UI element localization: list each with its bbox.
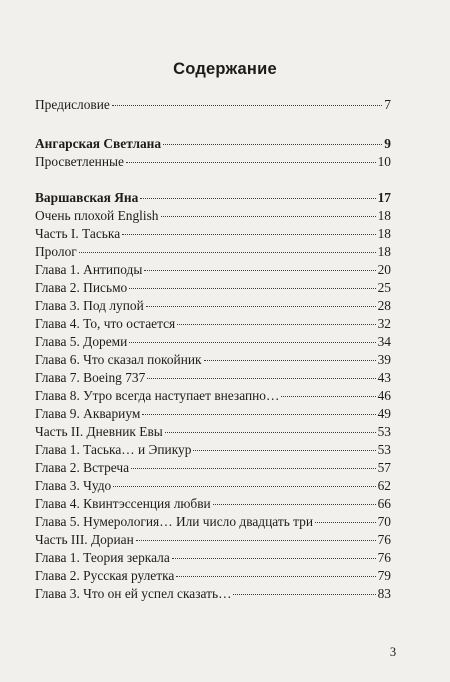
dot-leader: [112, 104, 382, 106]
toc-entry-page: 28: [377, 298, 391, 313]
dot-leader: [140, 197, 375, 199]
toc-entry-page: 18: [377, 244, 391, 259]
toc-entry: [35, 351, 391, 369]
toc-entry-page: 34: [377, 334, 391, 349]
dot-leader: [136, 539, 376, 541]
toc-entry-label: Глава 3. Чудо: [35, 478, 112, 493]
toc-entry-label: Часть I. Таська: [35, 226, 121, 241]
toc-entry: [35, 531, 391, 549]
toc-entry-page: 62: [377, 478, 391, 493]
page-number: 3: [389, 645, 397, 659]
dot-leader: [144, 269, 375, 271]
toc-entry: [35, 261, 391, 279]
toc-entry-label: Ангарская Светлана: [35, 136, 162, 151]
toc-entry-page: 25: [377, 280, 391, 295]
toc-entry: [35, 423, 391, 441]
toc-entry: [35, 333, 391, 351]
toc-entry-label: Глава 7. Boeing 737: [35, 370, 146, 385]
dot-leader: [79, 251, 376, 253]
toc-entry: [35, 189, 391, 207]
toc-entry-label: Глава 2. Встреча: [35, 460, 130, 475]
toc-entry-page: 43: [377, 370, 391, 385]
toc-entry: [35, 135, 391, 153]
dot-leader: [131, 467, 376, 469]
toc-entry: [35, 315, 391, 333]
toc-entry-page: 76: [377, 550, 391, 565]
dot-leader: [113, 485, 375, 487]
toc-entry-label: Глава 2. Письмо: [35, 280, 128, 295]
toc-entry-page: 17: [377, 190, 391, 205]
dot-leader: [126, 161, 376, 163]
toc-entry: [35, 567, 391, 585]
toc-entry-label: Глава 3. Что он ей успел сказать…: [35, 586, 232, 601]
toc-entry-page: 53: [377, 424, 391, 439]
toc-entry-page: 20: [377, 262, 391, 277]
dot-leader: [161, 215, 376, 217]
toc-entry: [35, 207, 391, 225]
dot-leader: [315, 521, 376, 523]
dot-leader: [176, 575, 375, 577]
dot-leader: [146, 305, 376, 307]
toc-entry-label: Глава 5. Нумерология… Или число двадцать три: [35, 514, 314, 529]
toc-entry-label: Глава 1. Теория зеркала: [35, 550, 170, 565]
toc-entry: [35, 585, 391, 603]
toc-entry-page: 18: [377, 208, 391, 223]
toc-entry: [35, 441, 391, 459]
toc-entry-label: Глава 2. Русская рулетка: [35, 568, 175, 583]
toc-entry: [35, 153, 391, 171]
dot-leader: [129, 341, 375, 343]
toc-entry-label: Очень плохой English: [35, 208, 159, 223]
dot-leader: [281, 395, 375, 397]
toc-entry-label: Глава 5. Дореми: [35, 334, 128, 349]
toc-entry-page: 76: [377, 532, 391, 547]
dot-leader: [163, 143, 382, 145]
toc-entry: [35, 297, 391, 315]
toc-title: Содержание: [173, 60, 277, 78]
toc-entry-label: Варшавская Яна: [35, 190, 139, 205]
toc-entry-page: 7: [384, 97, 391, 112]
dot-leader: [233, 593, 375, 595]
toc-entry: [35, 549, 391, 567]
toc-entry-page: 57: [377, 460, 391, 475]
dot-leader: [122, 233, 375, 235]
toc-entry: [35, 225, 391, 243]
toc-entry: [35, 495, 391, 513]
toc-entry-label: Пролог: [35, 244, 77, 259]
toc-entry-label: Глава 6. Что сказал покойник: [35, 352, 202, 367]
toc-entry: [35, 387, 391, 405]
toc-entry-page: 32: [377, 316, 391, 331]
toc-entry-page: 10: [377, 154, 391, 169]
dot-leader: [147, 377, 375, 379]
toc-entry-label: Часть III. Дориан: [35, 532, 134, 547]
dot-leader: [193, 449, 375, 451]
dot-leader: [165, 431, 376, 433]
toc-entry: [35, 243, 391, 261]
toc-entry-label: Глава 3. Под лупой: [35, 298, 144, 313]
toc-entry-label: Глава 8. Утро всегда наступает внезапно…: [35, 388, 280, 403]
dot-leader: [177, 323, 375, 325]
toc-entry-page: 53: [377, 442, 391, 457]
toc-entry-label: Глава 4. То, что остается: [35, 316, 176, 331]
toc-entry-label: Глава 1. Антиподы: [35, 262, 143, 277]
toc-entry-page: 46: [377, 388, 391, 403]
toc-entry-label: Просветленные: [35, 154, 124, 169]
toc-entry-page: 70: [377, 514, 391, 529]
toc-entry-page: 49: [377, 406, 391, 421]
dot-leader: [142, 413, 375, 415]
toc-entry-label: Глава 9. Аквариум: [35, 406, 141, 421]
toc-entry: [35, 513, 391, 531]
dot-leader: [129, 287, 375, 289]
dot-leader: [204, 359, 376, 361]
toc-entry: [35, 369, 391, 387]
toc-entry-label: Глава 4. Квинтэссенция любви: [35, 496, 211, 511]
toc-entry: [35, 279, 391, 297]
toc-entry: [35, 477, 391, 495]
dot-leader: [213, 503, 376, 505]
toc-entry-page: 66: [377, 496, 391, 511]
toc-entry-page: 9: [384, 136, 391, 151]
toc-entry-label: Глава 1. Таська… и Эпикур: [35, 442, 192, 457]
toc-entry-page: 39: [377, 352, 391, 367]
toc-entry: [35, 96, 391, 114]
toc-entry-label: Предисловие: [35, 97, 110, 112]
toc-entry-label: Часть II. Дневник Евы: [35, 424, 163, 439]
toc-entry: [35, 459, 391, 477]
toc-entry-page: 83: [377, 586, 391, 601]
dot-leader: [172, 557, 376, 559]
toc-entry: [35, 405, 391, 423]
toc-entry-page: 18: [377, 226, 391, 241]
toc-entry-page: 79: [377, 568, 391, 583]
